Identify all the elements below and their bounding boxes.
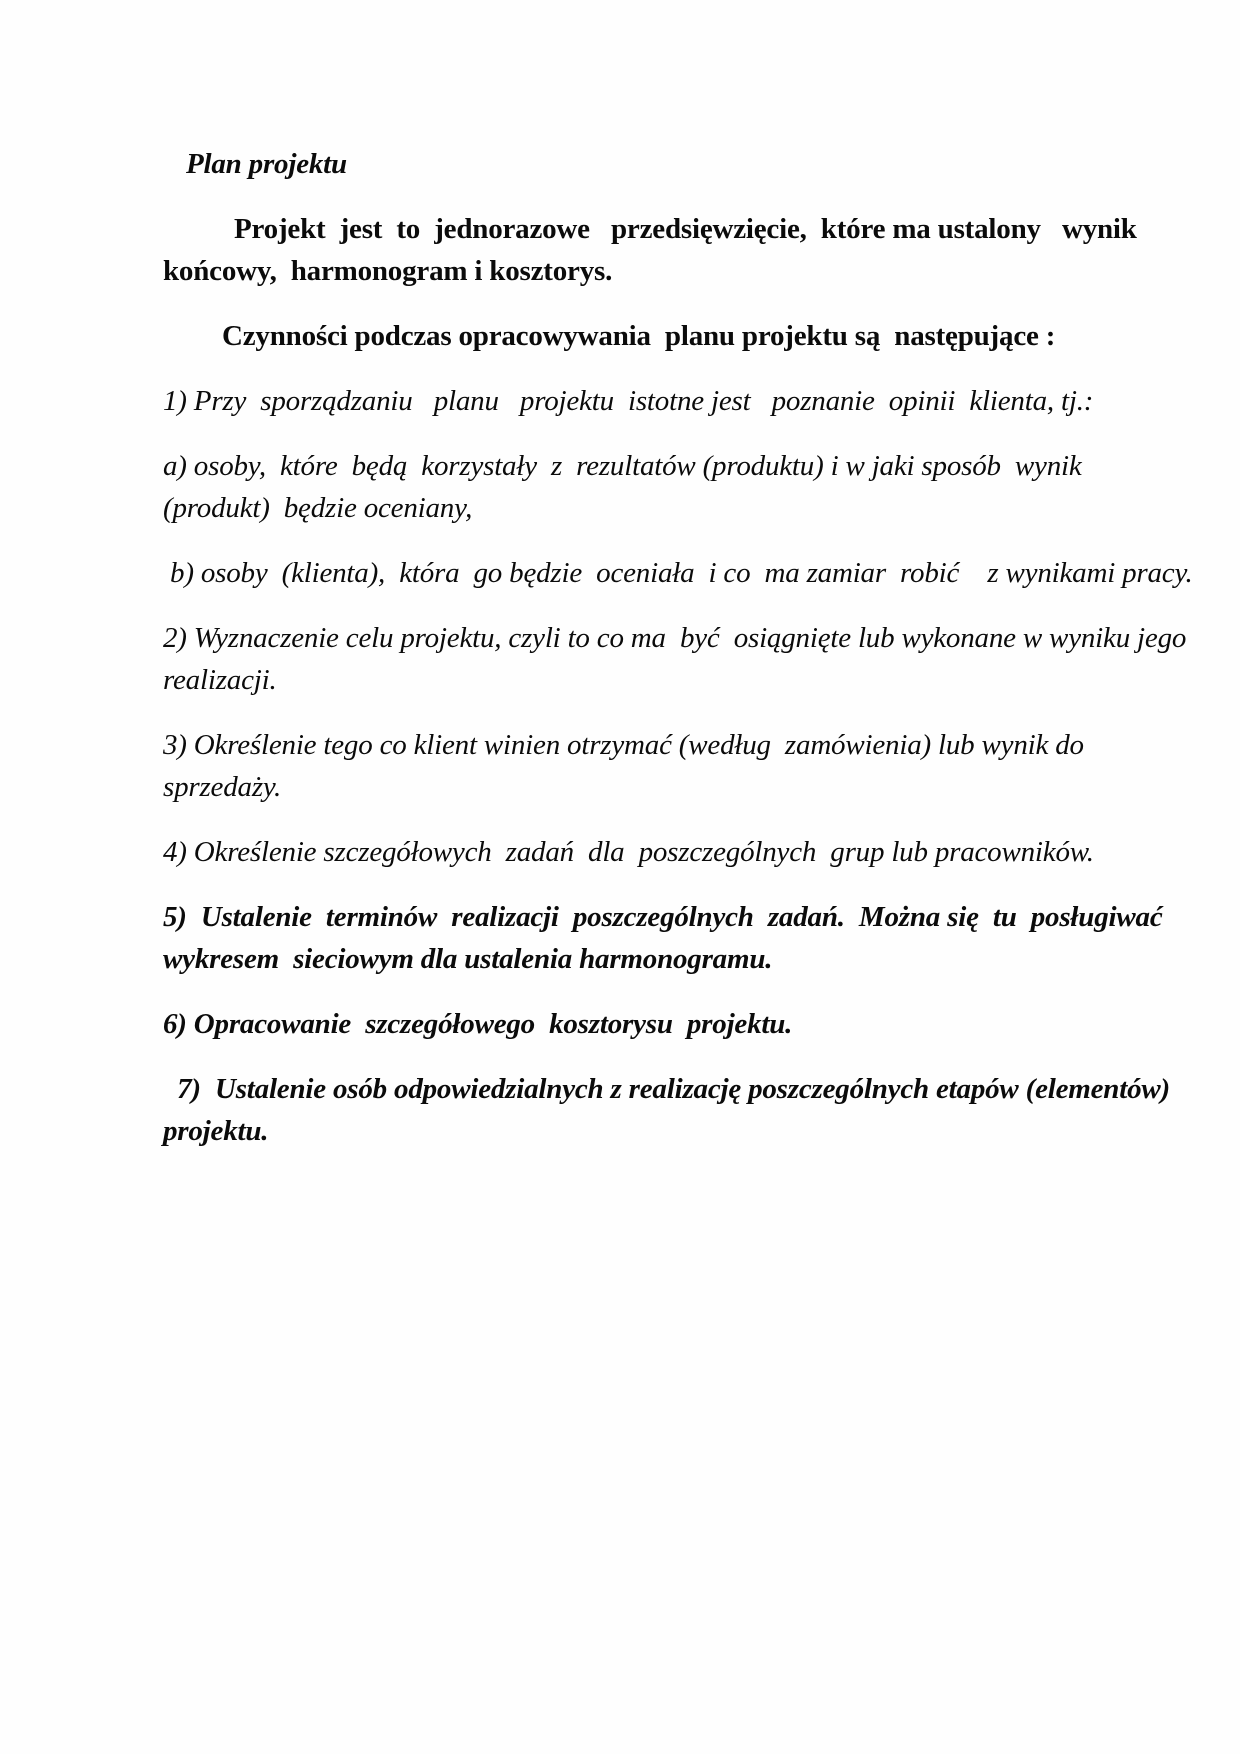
paragraph-item-1a [163, 445, 1130, 529]
text-line: końcowy, harmonogram i kosztorys. [163, 255, 613, 287]
paragraph-item-4 [163, 831, 1130, 873]
text-line: b) osoby (klienta), która go będzie oceniała i co ma zamiar robić z wynikami pracy. [163, 557, 1193, 589]
text-line: 2) Wyznaczenie celu projektu, czyli to co ma być osiągnięte lub wykonane w wyniku jego [163, 622, 1187, 654]
paragraph-item-2 [163, 617, 1187, 701]
text-line: realizacji. [163, 664, 277, 696]
text-line: 4) Określenie szczegółowych zadań dla poszczególnych grup lub pracowników. [163, 836, 1094, 868]
text-line: 7) Ustalenie osób odpowiedzialnych z realizację poszczególnych etapów (elementów) [163, 1073, 1170, 1105]
text-line: a) osoby, które będą korzystały z rezultatów (produktu) i w jaki sposób wynik [163, 450, 1082, 482]
paragraph-intro [163, 208, 1137, 292]
paragraph-item-1b [163, 552, 1193, 594]
text-line: 6) Opracowanie szczegółowego kosztorysu projektu. [163, 1008, 793, 1040]
document-heading [186, 143, 1130, 185]
text-line: wykresem sieciowym dla ustalenia harmonogramu. [163, 943, 773, 975]
heading-text: Plan projektu [186, 148, 347, 180]
text-line: Czynności podczas opracowywania planu projektu są następujące : [222, 320, 1056, 352]
text-line: (produkt) będzie oceniany, [163, 492, 473, 524]
text-line: 3) Określenie tego co klient winien otrzymać (według zamówienia) lub wynik do [163, 729, 1084, 761]
paragraph-activities-lead [163, 315, 1130, 357]
text-line: sprzedaży. [163, 771, 282, 803]
text-line: 5) Ustalenie terminów realizacji poszczególnych zadań. Można się tu posługiwać [163, 901, 1163, 933]
paragraph-item-7 [163, 1068, 1170, 1152]
paragraph-item-6 [163, 1003, 1130, 1045]
text-line: projektu. [163, 1115, 269, 1147]
paragraph-item-5 [163, 896, 1163, 980]
text-line: 1) Przy sporządzaniu planu projektu istotne jest poznanie opinii klienta, tj.: [163, 385, 1094, 417]
paragraph-item-1 [163, 380, 1130, 422]
text-line: Projekt jest to jednorazowe przedsięwzięcie, które ma ustalony wynik [234, 213, 1137, 245]
paragraph-item-3 [163, 724, 1130, 808]
